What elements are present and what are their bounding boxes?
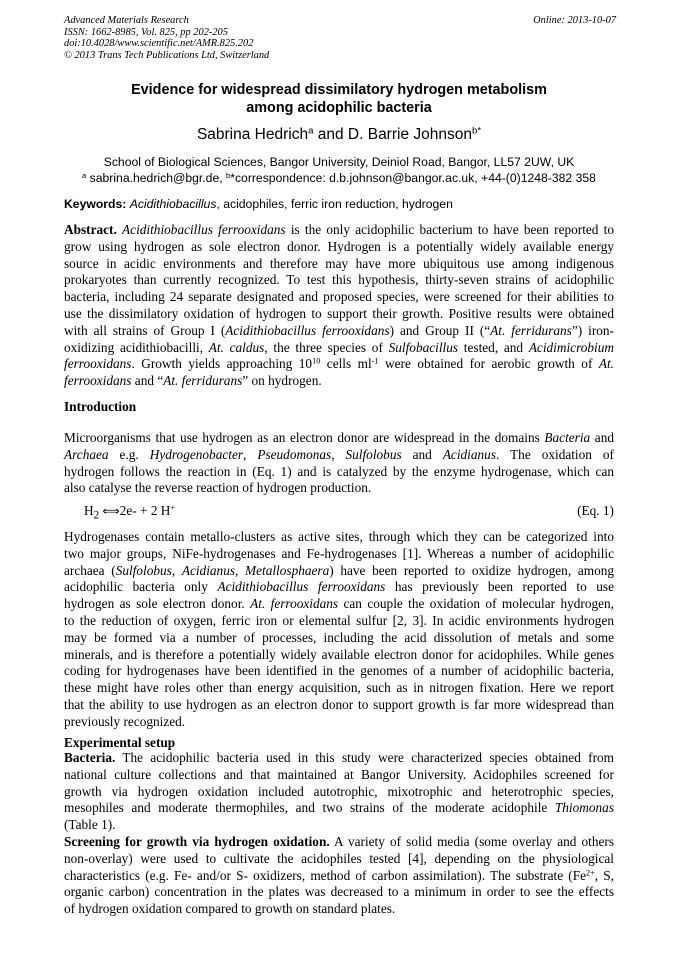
intro-text: and bbox=[590, 430, 614, 445]
affil-mark-b: b bbox=[226, 170, 231, 180]
keywords-label: Keywords: bbox=[64, 197, 127, 211]
exp-text: The acidophilic bacteria used in this study were characterized species obtained from bbox=[115, 750, 614, 765]
author-2-mark: b* bbox=[471, 125, 482, 137]
abstract-line: prokaryotes than currently recognized. To test this hypothesis, thirty-seven strains of acidophilic bbox=[64, 272, 614, 288]
bacteria-subheading: Bacteria. bbox=[64, 750, 116, 765]
keywords bbox=[64, 197, 616, 211]
eq-subscript: 2 bbox=[93, 509, 100, 522]
species-name: At. caldus bbox=[208, 339, 265, 355]
affil-mark-a: a bbox=[82, 170, 87, 180]
species-name: ferrooxidans bbox=[64, 356, 132, 372]
intro-line: hydrogen follows the reaction in (Eq. 1) and is catalyzed by the enzyme hydrogenase, which can bbox=[64, 463, 614, 479]
species-name: At. ferridurans bbox=[163, 373, 243, 389]
author-2: D. Barrie Johnson bbox=[347, 126, 472, 143]
eq-products: 2e- + 2 H bbox=[119, 503, 171, 518]
abstract-text: . Growth yields approaching 10 bbox=[131, 356, 313, 372]
title-line-2: among acidophilic bacteria bbox=[246, 99, 432, 116]
exp-line: (Table 1). bbox=[64, 817, 116, 833]
genus-name: Sulfolobus bbox=[115, 562, 172, 578]
genus-name: Pseudomonas bbox=[257, 446, 332, 462]
species-name: At. bbox=[598, 356, 615, 372]
abstract-label: Abstract. bbox=[64, 222, 117, 237]
intro-line: that the ability to use hydrogen as an electron donor to support growth is far more widespread than bbox=[64, 696, 614, 712]
intro-line bbox=[64, 430, 614, 447]
intro-text: , bbox=[331, 446, 346, 462]
intro-text: , bbox=[243, 446, 258, 462]
intro-text: e.g. bbox=[108, 446, 150, 462]
abstract-line: bacteria, including 24 separate designated and proposed species, were screened for their abilities to bbox=[64, 289, 614, 305]
eq-arrow: ⟺ bbox=[102, 504, 120, 518]
equation-label: (Eq. 1) bbox=[577, 503, 614, 518]
exp-line: of hydrogen oxidation compared to growth on standard plates. bbox=[64, 901, 396, 917]
intro-line: minerals, and is therefore a potentially widely available electron donor for acidophiles. While genes bbox=[64, 646, 614, 662]
species-name: ferrooxidans bbox=[64, 373, 132, 389]
genus-name: Hydrogenobacter bbox=[149, 446, 244, 462]
intro-line: these might have roles other than energy acquisition, such as in nitrogen fixation. Here we report bbox=[64, 680, 614, 696]
online-date: Online: 2013-10-07 bbox=[533, 15, 616, 26]
intro-text: and bbox=[401, 446, 443, 462]
genus-name: Metallosphaera bbox=[245, 562, 330, 578]
domain-name: Archaea bbox=[64, 446, 109, 462]
intro-line: coding for hydrogenases have been identified in the genomes of a number of acidophilic bacteria, bbox=[64, 663, 614, 679]
correspondence: *correspondence: d.b.johnson@bangor.ac.uk, +44-(0)1248-382 358 bbox=[230, 171, 596, 185]
intro-line bbox=[64, 447, 614, 464]
author-1: Sabrina Hedrich bbox=[196, 126, 309, 143]
abstract-text: tested, and bbox=[458, 339, 529, 355]
abstract-line bbox=[64, 340, 614, 357]
genus-name: Thiomonas bbox=[554, 800, 614, 816]
intro-text: can couple the oxidation of molecular hydrogen, bbox=[338, 596, 614, 612]
intro-text: Microorganisms that use hydrogen as an electron donor are widespread in the domains bbox=[64, 430, 545, 445]
author-1-mark: a bbox=[308, 125, 314, 137]
abstract bbox=[64, 222, 614, 390]
abstract-line bbox=[64, 323, 614, 340]
abstract-text: were obtained for aerobic growth of bbox=[378, 356, 599, 372]
keywords-rest: , acidophiles, ferric iron reduction, hydrogen bbox=[216, 197, 453, 211]
intro-line bbox=[64, 596, 614, 613]
species-name: Acidithiobacillus ferrooxidans bbox=[217, 579, 386, 595]
intro-text: . The oxidation of bbox=[496, 446, 614, 462]
species-name: At. ferridurans bbox=[490, 322, 572, 338]
abstract-line: use the dissimilatory oxidation of hydrogen to support their growth. Positive results were obtained bbox=[64, 305, 614, 321]
species-name: Sulfobacillus bbox=[388, 339, 459, 355]
affiliation bbox=[64, 154, 614, 186]
abstract-text: and “ bbox=[131, 373, 164, 389]
authors-and: and bbox=[313, 126, 348, 143]
intro-line: also catalyse the reverse reaction of hydrogen production. bbox=[64, 480, 372, 496]
affiliation-contacts bbox=[64, 170, 614, 186]
intro-line: to the reduction of oxygen, ferric iron or elemental sulfur [2, 3]. In acidic environments hydrogen bbox=[64, 612, 614, 628]
intro-line bbox=[64, 563, 614, 580]
abstract-line bbox=[64, 222, 614, 239]
intro-text: hydrogen as sole electron donor. bbox=[64, 596, 251, 612]
exp-line: non-overlay) were used to cultivate the acidophiles tested [4], depending on the physiological bbox=[64, 850, 614, 866]
exp-text: A variety of solid media (some overlay and others bbox=[329, 833, 614, 849]
introduction-paragraph-1 bbox=[64, 430, 614, 497]
intro-line: previously recognized. bbox=[64, 713, 186, 729]
species-name: At. ferrooxidans bbox=[250, 596, 339, 612]
intro-text: archaea ( bbox=[64, 562, 116, 578]
intro-text: ) have been reported to oxidize hydrogen, among bbox=[329, 562, 615, 578]
ion-charge: 2+ bbox=[586, 868, 595, 878]
email-a: sabrina.hedrich@bgr.de, bbox=[86, 171, 226, 185]
abstract-text: , the three species of bbox=[264, 339, 389, 355]
copyright-line: © 2013 Trans Tech Publications Ltd, Switzerland bbox=[64, 49, 270, 61]
abstract-text: ”) iron- bbox=[571, 322, 614, 338]
exp-line: organic carbon) concentration in the plates was decreased to a minimum in order to see the effects bbox=[64, 884, 614, 900]
keyword-genus: Acidithiobacillus bbox=[129, 197, 217, 211]
genus-name: Acidianus bbox=[442, 446, 496, 462]
exp-line bbox=[64, 750, 614, 767]
species-name: Acidithiobacillus ferrooxidans bbox=[225, 322, 390, 338]
affiliation-address: School of Biological Sciences, Bangor University, Deiniol Road, Bangor, LL57 2UW, UK bbox=[103, 155, 575, 169]
intro-line: may be formed via a number of processes, including the acid dissolution of metals and some bbox=[64, 629, 614, 645]
abstract-line bbox=[64, 356, 614, 373]
doi-line: doi:10.4028/www.scientific.net/AMR.825.202 bbox=[64, 38, 254, 50]
abstract-line bbox=[64, 373, 614, 390]
abstract-text: is the only acidophilic bacterium to have been reported to bbox=[290, 222, 615, 237]
equation-1 bbox=[84, 503, 614, 524]
exp-text: , S, bbox=[594, 867, 615, 883]
exp-line bbox=[64, 800, 614, 817]
intro-line: Hydrogenases contain metallo-clusters as active sites, through which they can be categorized into bbox=[64, 529, 614, 544]
abstract-line: source in acidic environments and therefore may have more ubiquitous use among indigenous bbox=[64, 255, 614, 271]
authors bbox=[64, 126, 614, 144]
exp-line bbox=[64, 868, 614, 885]
issn-line: ISSN: 1662-8985, Vol. 825, pp 202-205 bbox=[64, 26, 228, 38]
abstract-text: with all strains of Group I ( bbox=[64, 322, 226, 338]
paper-title bbox=[64, 82, 614, 117]
genus-name: Acidianus bbox=[181, 562, 236, 578]
exp-line: growth via hydrogen oxidation included autotrophic, mixotrophic and heterotrophic species, bbox=[64, 783, 614, 799]
domain-name: Bacteria bbox=[544, 430, 591, 445]
journal-header bbox=[64, 15, 616, 61]
eq-superscript: + bbox=[170, 503, 176, 513]
exp-line: national culture collections and that maintained at Bangor University. Acidophiles screened for bbox=[64, 766, 614, 782]
genus-name: Sulfolobus bbox=[345, 446, 402, 462]
exponent: -1 bbox=[371, 356, 379, 366]
title-line-1: Evidence for widespread dissimilatory hydrogen metabolism bbox=[131, 82, 547, 98]
intro-text: , bbox=[235, 562, 246, 578]
species-name: Acidithiobacillus ferrooxidans bbox=[122, 222, 286, 237]
abstract-line: grow using hydrogen as sole electron donor. Hydrogen is a potentially widely available energy bbox=[64, 238, 614, 254]
intro-text: , bbox=[171, 562, 182, 578]
abstract-text: cells ml bbox=[320, 356, 372, 372]
intro-text: has previously been reported to use bbox=[385, 579, 615, 595]
abstract-text: ) and Group II (“ bbox=[389, 322, 491, 338]
journal-name: Advanced Materials Research bbox=[64, 15, 189, 26]
exp-text: characteristics (e.g. Fe- and/or S- oxidizers, method of carbon assimilation). The substrate (Fe bbox=[64, 867, 587, 883]
experimental-heading: Experimental setup bbox=[64, 735, 176, 750]
abstract-text: oxidizing acidithiobacilli, bbox=[64, 339, 209, 355]
species-name: Acidimicrobium bbox=[528, 339, 614, 355]
exponent: 10 bbox=[312, 356, 321, 366]
eq-h: H bbox=[84, 503, 94, 518]
abstract-text: ” on hydrogen. bbox=[242, 373, 322, 389]
screening-subheading: Screening for growth via hydrogen oxidation. bbox=[64, 833, 330, 849]
introduction-heading: Introduction bbox=[64, 399, 137, 414]
introduction-paragraph-2 bbox=[64, 529, 614, 731]
intro-text: acidophilic bacteria only bbox=[64, 579, 218, 595]
intro-line bbox=[64, 579, 614, 596]
exp-line bbox=[64, 834, 614, 851]
exp-text: mesophiles and moderate thermophiles, and two strains of the moderate acidophile bbox=[64, 800, 555, 816]
experimental-section bbox=[64, 750, 614, 918]
intro-line: two major groups, NiFe-hydrogenases and Fe-hydrogenases [1]. Whereas a number of acidophilic bbox=[64, 545, 614, 561]
